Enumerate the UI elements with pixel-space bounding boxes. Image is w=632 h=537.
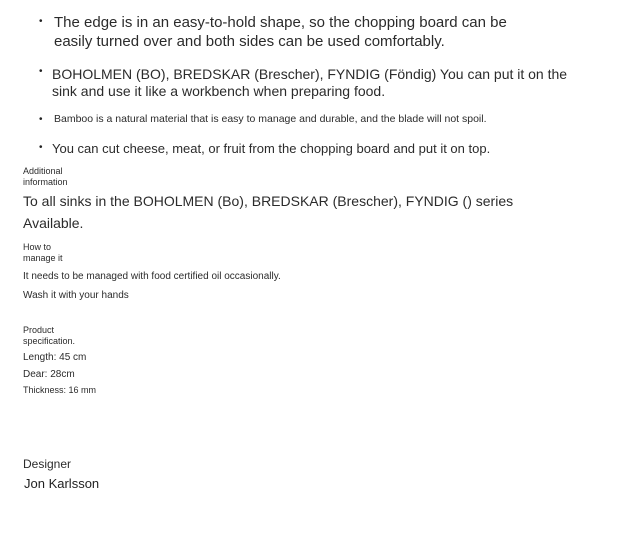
feature-2-line-1: BOHOLMEN (BO), BREDSKAR (Brescher), FYNDIG (Föndig) You can put it on the [52,66,568,82]
spec-length: Length: 45 cm [23,352,87,363]
bullet-icon: • [39,114,43,125]
feature-4-line-1: You can cut cheese, meat, or fruit from the chopping board and put it on top. [52,141,491,156]
additional-info-text-line-2: Available. [23,215,84,231]
additional-info-text-line-1: To all sinks in the BOHOLMEN (Bo), BREDSKAR (Brescher), FYNDIG () series [23,193,514,209]
spec-heading-line-2: specification. [23,336,76,346]
designer-name: Jon Karlsson [24,476,100,491]
spec-thickness: Thickness: 16 mm [23,385,97,395]
care-heading-line-1: How to [23,242,52,252]
bullet-icon: • [39,142,43,153]
bullet-icon: • [39,66,43,77]
feature-1-line-1: The edge is in an easy-to-hold shape, so the chopping board can be [54,14,507,31]
additional-info-heading-line-1: Additional [23,166,63,176]
spec-depth: Dear: 28cm [23,369,75,380]
feature-2-line-2: sink and use it like a workbench when preparing food. [52,83,386,99]
care-heading-line-2: manage it [23,253,63,263]
care-item: Wash it with your hands [23,290,129,301]
feature-3-line-1: Bamboo is a natural material that is easy to manage and durable, and the blade will not spoil. [54,113,487,125]
designer-label: Designer [23,457,72,471]
bullet-icon: • [39,16,43,27]
spec-heading-line-1: Product [23,325,55,335]
additional-info-heading-line-2: information [23,177,68,187]
care-item: It needs to be managed with food certified oil occasionally. [23,271,281,282]
feature-1-line-2: easily turned over and both sides can be used comfortably. [54,33,445,50]
